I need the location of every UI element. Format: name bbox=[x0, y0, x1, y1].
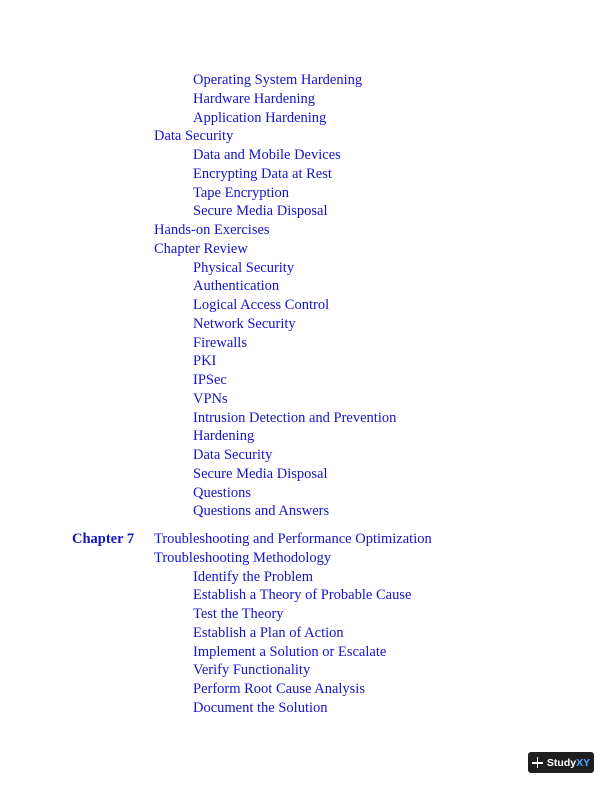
toc-entry[interactable]: Data and Mobile Devices bbox=[193, 147, 341, 163]
toc-entry[interactable]: Authentication bbox=[193, 278, 280, 294]
plus-icon bbox=[532, 757, 543, 768]
toc-entry[interactable]: Identify the Problem bbox=[193, 569, 314, 585]
toc-entry[interactable]: Hands-on Exercises bbox=[154, 222, 270, 238]
toc-entry[interactable]: Data Security bbox=[154, 128, 234, 144]
brand-main: Study bbox=[546, 756, 577, 769]
toc-entry[interactable]: Physical Security bbox=[193, 260, 295, 276]
toc-entry[interactable]: Firewalls bbox=[193, 335, 247, 351]
toc-entry[interactable]: Implement a Solution or Escalate bbox=[193, 644, 387, 660]
toc-entry[interactable]: Tape Encryption bbox=[193, 185, 290, 201]
toc-entry[interactable]: Secure Media Disposal bbox=[193, 466, 328, 482]
toc-entry[interactable]: Verify Functionality bbox=[193, 662, 311, 678]
toc-entry[interactable]: Encrypting Data at Rest bbox=[193, 166, 332, 182]
toc-entry[interactable]: Data Security bbox=[193, 447, 273, 463]
toc-entry[interactable]: PKI bbox=[193, 353, 217, 369]
toc-entry[interactable]: IPSec bbox=[193, 372, 227, 388]
toc-entry[interactable]: Questions and Answers bbox=[193, 503, 330, 519]
toc-entry[interactable]: VPNs bbox=[193, 391, 228, 407]
toc-entry[interactable]: Hardware Hardening bbox=[193, 91, 315, 107]
toc-entry[interactable]: Secure Media Disposal bbox=[193, 203, 328, 219]
toc-entry[interactable]: Intrusion Detection and Prevention bbox=[193, 410, 397, 426]
toc-entry[interactable]: Hardening bbox=[193, 428, 255, 444]
toc-entry[interactable]: Establish a Theory of Probable Cause bbox=[193, 587, 412, 603]
chapter-number[interactable]: Chapter 7 bbox=[72, 531, 135, 547]
studyxy-badge[interactable] bbox=[528, 752, 594, 773]
toc-entry[interactable]: Document the Solution bbox=[193, 700, 328, 716]
toc-entry[interactable]: Network Security bbox=[193, 316, 296, 332]
toc-entry[interactable]: Chapter Review bbox=[154, 241, 248, 257]
toc-entry[interactable]: Application Hardening bbox=[193, 110, 327, 126]
toc-entry[interactable]: Operating System Hardening bbox=[193, 72, 363, 88]
toc-entry[interactable]: Questions bbox=[193, 485, 251, 501]
chapter-title[interactable]: Troubleshooting and Performance Optimization bbox=[154, 531, 432, 547]
toc-entry[interactable]: Troubleshooting Methodology bbox=[154, 550, 332, 566]
toc-entry[interactable]: Logical Access Control bbox=[193, 297, 330, 313]
brand-accent: XY bbox=[576, 756, 591, 769]
toc-entry[interactable]: Establish a Plan of Action bbox=[193, 625, 344, 641]
toc-entry[interactable]: Perform Root Cause Analysis bbox=[193, 681, 365, 697]
toc-entry[interactable]: Test the Theory bbox=[193, 606, 284, 622]
